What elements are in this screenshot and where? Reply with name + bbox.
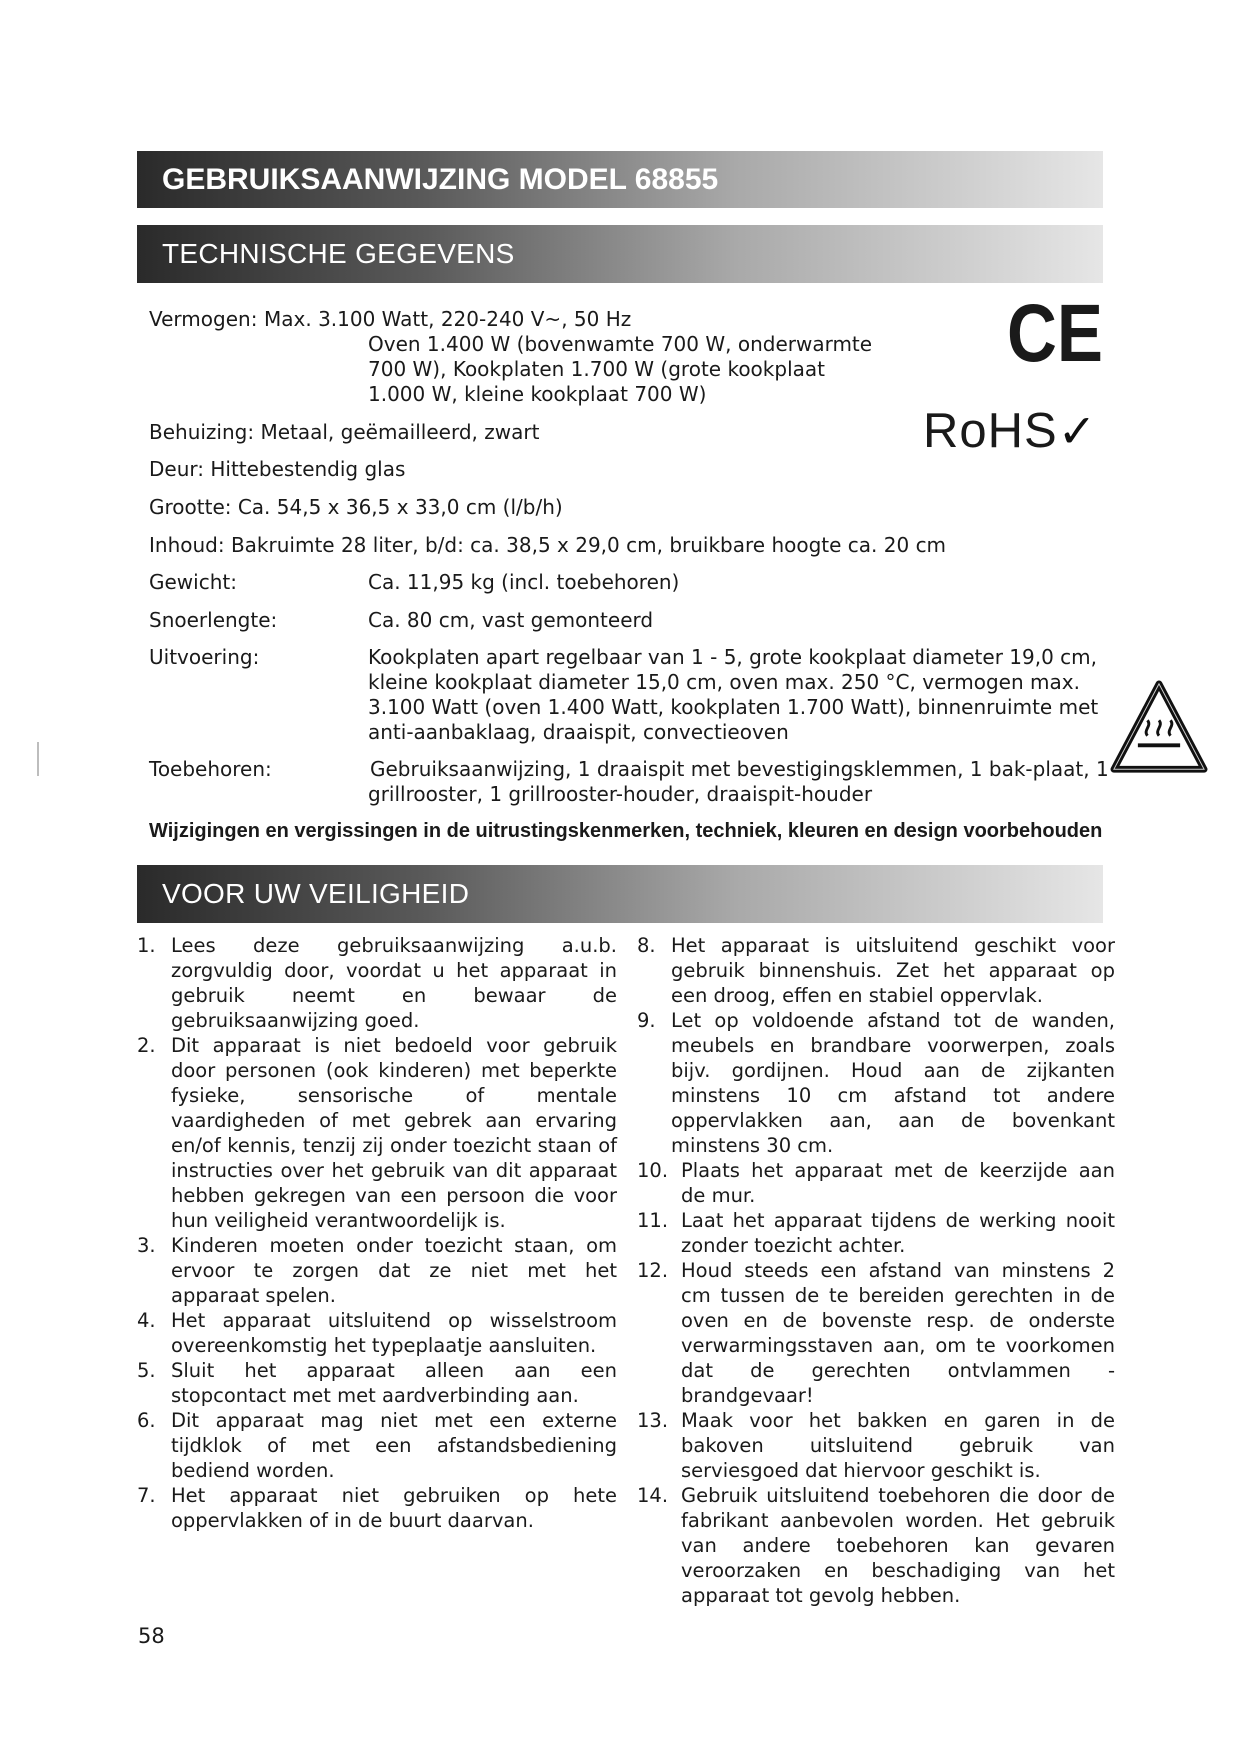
safety-item-number: 14. xyxy=(637,1484,669,1507)
vermogen-line-3: 700 W), Kookplaten 1.700 W (grote kookplaat xyxy=(368,357,825,381)
page-number: 58 xyxy=(138,1624,165,1648)
margin-line xyxy=(37,742,39,776)
gewicht-value: Ca. 11,95 kg (incl. toebehoren) xyxy=(368,570,680,594)
safety-item-text: Dit apparaat mag niet met een externe tijdklok of met een afstandsbediening bediend worden. xyxy=(171,1409,617,1482)
manual-title-banner xyxy=(137,151,1103,208)
safety-item-text: Lees deze gebruiksaanwijzing a.u.b. zorgvuldig door, voordat u het apparaat in gebruik neemt en bewaar de gebruiksaanwijzing goed. xyxy=(171,934,617,1032)
gewicht-label: Gewicht: xyxy=(149,570,237,594)
safety-item-number: 9. xyxy=(637,1009,656,1032)
rohs-check-icon: ✓ xyxy=(1057,405,1098,457)
safety-item-text: Maak voor het bakken en garen in de bakoven uitsluitend gebruik van serviesgoed dat hiervoor geschikt is. xyxy=(681,1409,1115,1482)
safety-section-banner xyxy=(137,865,1103,923)
manual-title: GEBRUIKSAANWIJZING MODEL 68855 xyxy=(162,162,719,196)
safety-item xyxy=(637,933,1115,1008)
safety-item-text: Het apparaat is uitsluitend geschikt voor gebruik binnenshuis. Zet het apparaat op een droog, effen en stabiel oppervlak. xyxy=(671,934,1115,1007)
safety-item-text: Houd steeds een afstand van minstens 2 cm tussen de te bereiden gerechten in de oven en de bovenste resp. de onderste verwarmingsstaven aan, om te voorkomen dat de gerechten ontvlammen - brandgevaar! xyxy=(681,1259,1115,1407)
safety-item-text: Gebruik uitsluitend toebehoren die door de fabrikant aanbevolen worden. Het gebruik van andere toebehoren kan gevaren veroorzaken en beschadiging van het apparaat tot gevolg hebben. xyxy=(681,1484,1115,1607)
safety-item-text: Plaats het apparaat met de keerzijde aan de mur. xyxy=(681,1159,1115,1207)
inhoud-row: Inhoud: Bakruimte 28 liter, b/d: ca. 38,5 x 29,0 cm, bruikbare hoogte ca. 20 cm xyxy=(149,533,947,557)
safety-list-right xyxy=(637,933,1115,1608)
safety-item-number: 8. xyxy=(637,934,656,957)
safety-item xyxy=(137,1408,617,1483)
safety-item xyxy=(137,1233,617,1308)
safety-item-text: Laat het apparaat tijdens de werking nooit zonder toezicht achter. xyxy=(681,1209,1115,1257)
uitvoering-line-3: 3.100 Watt (oven 1.400 Watt, kookplaten 1.700 Watt), binnenruimte met xyxy=(368,695,1099,719)
tech-heading: TECHNISCHE GEGEVENS xyxy=(162,238,515,269)
safety-item-text: Het apparaat uitsluitend op wisselstroom overeenkomstig het typeplaatje aansluiten. xyxy=(171,1309,617,1357)
safety-item-number: 1. xyxy=(137,934,156,957)
safety-item-number: 5. xyxy=(137,1359,156,1382)
safety-item-text: Sluit het apparaat alleen aan een stopcontact met met aardverbinding aan. xyxy=(171,1359,617,1407)
safety-item-text: Kinderen moeten onder toezicht staan, om ervoor te zorgen dat ze niet met het apparaat spelen. xyxy=(171,1234,617,1307)
toebehoren-label: Toebehoren: xyxy=(149,757,272,781)
uitvoering-line-2: kleine kookplaat diameter 15,0 cm, oven max. 250 °C, vermogen max. xyxy=(368,670,1080,694)
safety-item xyxy=(637,1483,1115,1608)
snoer-label: Snoerlengte: xyxy=(149,608,278,632)
tech-section-banner xyxy=(137,225,1103,283)
safety-item xyxy=(637,1208,1115,1258)
ce-mark-text: CE xyxy=(1007,288,1103,379)
ce-mark-icon xyxy=(1005,288,1105,379)
safety-item xyxy=(637,1258,1115,1408)
safety-item-text: Dit apparaat is niet bedoeld voor gebruik door personen (ook kinderen) met beperkte fysieke, sensorische of mentale vaardigheden of met gebrek aan ervaring en/of kennis, tenzij zij onder toezicht staan of instructies over het gebruik van dit apparaat hebben gekregen van een persoon die voor hun veiligheid verantwoordelijk is. xyxy=(171,1034,617,1232)
vermogen-line-4: 1.000 W, kleine kookplaat 700 W) xyxy=(368,382,707,406)
rohs-mark xyxy=(923,404,1097,459)
safety-item-number: 2. xyxy=(137,1034,156,1057)
toebehoren-line-2: grillrooster, 1 grillrooster-houder, draaispit-houder xyxy=(368,782,873,806)
safety-item-number: 12. xyxy=(637,1259,669,1282)
toebehoren-line-1: Gebruiksaanwijzing, 1 draaispit met bevestigingsklemmen, 1 bak-plaat, 1 xyxy=(370,757,1109,781)
vermogen-line-2: Oven 1.400 W (bovenwamte 700 W, onderwarmte xyxy=(368,332,873,356)
safety-list-left xyxy=(137,933,617,1533)
safety-item xyxy=(137,1483,617,1533)
hot-surface-warning-icon xyxy=(1111,680,1207,776)
safety-heading: VOOR UW VEILIGHEID xyxy=(162,878,470,909)
safety-item xyxy=(137,1308,617,1358)
safety-item-text: Het apparaat niet gebruiken op hete oppervlakken of in de buurt daarvan. xyxy=(171,1484,617,1532)
safety-item-number: 10. xyxy=(637,1159,669,1182)
vermogen-label: Vermogen: xyxy=(149,307,258,331)
safety-item-text: Let op voldoende afstand tot de wanden, meubels en brandbare voorwerpen, zoals bijv. gordijnen. Houd aan de zijkanten minstens 10 cm afstand tot andere oppervlakken aan, aan de bovenkant minstens 30 cm. xyxy=(671,1009,1115,1157)
safety-item xyxy=(637,1158,1115,1208)
safety-item xyxy=(637,1008,1115,1158)
safety-item xyxy=(637,1408,1115,1483)
safety-item-number: 7. xyxy=(137,1484,156,1507)
disclaimer-note: Wijzigingen en vergissingen in de uitrustingskenmerken, techniek, kleuren en design voorbehouden xyxy=(149,820,1103,842)
safety-item xyxy=(137,1033,617,1233)
safety-item-number: 3. xyxy=(137,1234,156,1257)
safety-item-number: 11. xyxy=(637,1209,669,1232)
vermogen-line-1: Max. 3.100 Watt, 220-240 V~, 50 Hz xyxy=(264,307,632,331)
uitvoering-label: Uitvoering: xyxy=(149,645,260,669)
deur-row: Deur: Hittebestendig glas xyxy=(149,457,406,481)
uitvoering-line-1: Kookplaten apart regelbaar van 1 - 5, grote kookplaat diameter 19,0 cm, xyxy=(368,645,1097,669)
uitvoering-line-4: anti-aanbaklaag, draaispit, convectieoven xyxy=(368,720,789,744)
behuizing-row: Behuizing: Metaal, geëmailleerd, zwart xyxy=(149,420,540,444)
safety-item-number: 4. xyxy=(137,1309,156,1332)
safety-item-number: 6. xyxy=(137,1409,156,1432)
grootte-row: Grootte: Ca. 54,5 x 36,5 x 33,0 cm (l/b/h) xyxy=(149,495,563,519)
safety-item xyxy=(137,933,617,1033)
snoer-value: Ca. 80 cm, vast gemonteerd xyxy=(368,608,654,632)
rohs-text: RoHS xyxy=(923,404,1058,458)
safety-item xyxy=(137,1358,617,1408)
safety-item-number: 13. xyxy=(637,1409,669,1432)
